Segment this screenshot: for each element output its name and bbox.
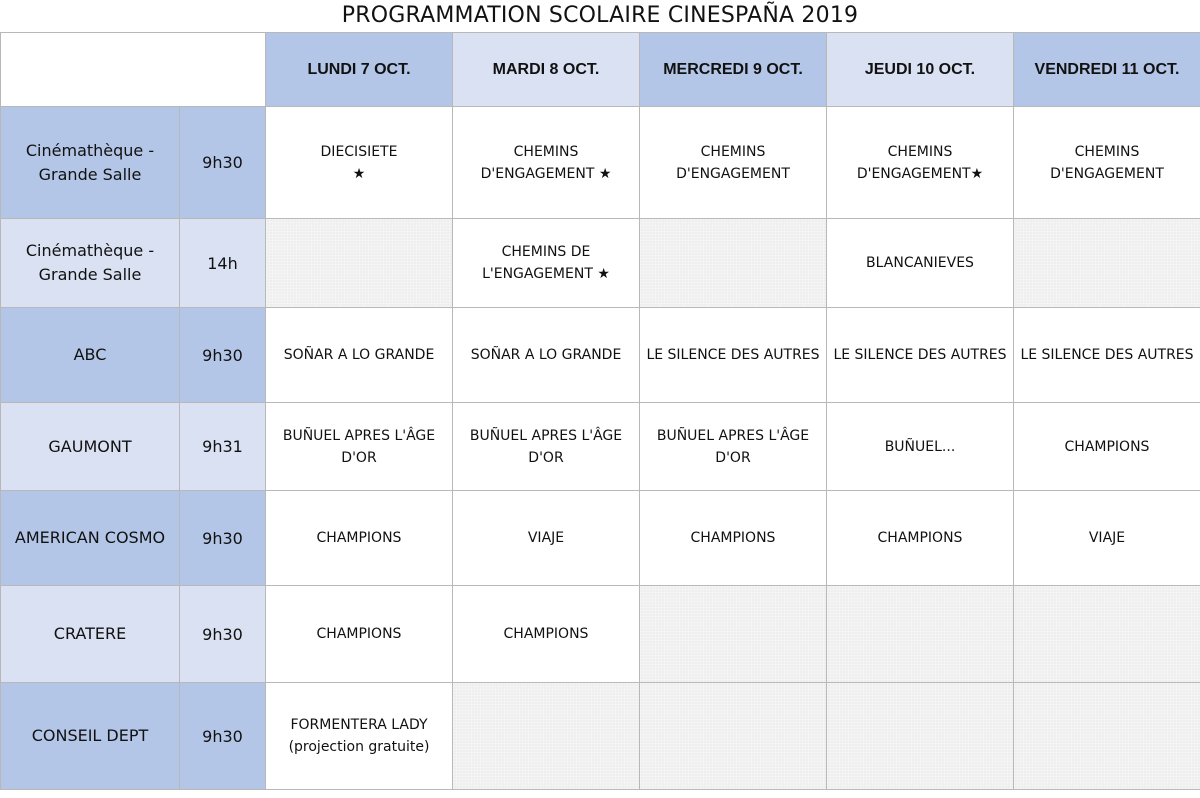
film-cell [1014, 107, 1200, 219]
film-cell [640, 403, 827, 491]
film-title: (projection gratuite) [288, 739, 430, 755]
venue-name: Grande Salle [38, 164, 142, 184]
film-cell [266, 308, 453, 403]
film-cell [827, 403, 1014, 491]
film-title: CHAMPIONS [690, 530, 776, 546]
empty-slot-cell [1014, 683, 1200, 790]
day-header-wednesday: MERCREDI 9 OCT. [640, 33, 827, 107]
film-title: CHAMPIONS [503, 626, 589, 642]
film-cell [266, 403, 453, 491]
film-cell [640, 107, 827, 219]
film-title: VIAJE [1088, 530, 1126, 546]
venue-cell [1, 107, 180, 219]
film-title: CHEMINS DE [501, 244, 591, 260]
film-title: D'ENGAGEMENT [676, 165, 790, 182]
film-title: L'ENGAGEMENT ★ [482, 266, 610, 282]
venue-name: AMERICAN COSMO [14, 528, 166, 547]
table-row [1, 219, 1200, 308]
schedule-table [0, 32, 1200, 790]
table-row [1, 586, 1200, 683]
venue-name: Cinémathèque - [25, 140, 155, 160]
time-cell: 9h31 [180, 403, 266, 491]
film-title: CHEMINS [513, 143, 579, 160]
film-title: D'ENGAGEMENT ★ [480, 165, 612, 182]
film-cell [453, 308, 640, 403]
venue-cell [1, 219, 180, 308]
film-title: SOÑAR A LO GRANDE [470, 347, 622, 363]
film-cell [453, 219, 640, 308]
table-row [1, 683, 1200, 790]
film-cell [827, 107, 1014, 219]
film-title: D'OR [528, 449, 564, 466]
film-title: VIAJE [527, 530, 565, 546]
venue-name: Grande Salle [38, 265, 142, 284]
film-title: CHAMPIONS [1064, 438, 1150, 455]
film-cell [640, 308, 827, 403]
venue-cell [1, 683, 180, 790]
day-header-tuesday: MARDI 8 OCT. [453, 33, 640, 107]
film-title: ★ [352, 165, 366, 182]
venue-name: CRATERE [53, 624, 127, 643]
film-cell [827, 491, 1014, 586]
venue-cell [1, 308, 180, 403]
venue-name: Cinémathèque - [25, 241, 155, 260]
day-header-thursday: JEUDI 10 OCT. [827, 33, 1014, 107]
film-title: D'ENGAGEMENT [1050, 165, 1164, 182]
table-row [1, 491, 1200, 586]
table-row [1, 107, 1200, 219]
film-title: LE SILENCE DES AUTRES [646, 347, 820, 363]
table-row [1, 308, 1200, 403]
time-cell: 14h [180, 219, 266, 308]
film-title: BUÑUEL APRES L'ÂGE [469, 427, 623, 444]
film-cell [266, 683, 453, 790]
film-title: CHEMINS [1074, 143, 1140, 160]
film-cell [266, 586, 453, 683]
film-cell [1014, 403, 1200, 491]
film-title: D'OR [715, 449, 751, 466]
time-cell: 9h30 [180, 107, 266, 219]
empty-slot-cell [266, 219, 453, 308]
time-cell: 9h30 [180, 491, 266, 586]
film-title: CHEMINS [700, 143, 766, 160]
empty-slot-cell [453, 683, 640, 790]
film-cell [266, 491, 453, 586]
film-cell [453, 403, 640, 491]
film-cell [640, 491, 827, 586]
film-cell [453, 107, 640, 219]
film-cell [266, 107, 453, 219]
time-cell: 9h30 [180, 586, 266, 683]
empty-slot-cell [1014, 219, 1200, 308]
film-title: D'OR [341, 449, 377, 466]
header-row [1, 33, 1200, 107]
venue-cell [1, 403, 180, 491]
day-header-monday: LUNDI 7 OCT. [266, 33, 453, 107]
film-cell [453, 491, 640, 586]
film-title: DIECISIETE [320, 143, 398, 160]
film-title: D'ENGAGEMENT★ [856, 165, 984, 182]
film-cell [827, 219, 1014, 308]
film-cell [827, 308, 1014, 403]
film-title: CHAMPIONS [316, 530, 402, 546]
film-cell [1014, 491, 1200, 586]
empty-slot-cell [827, 683, 1014, 790]
venue-cell [1, 491, 180, 586]
page-title: PROGRAMMATION SCOLAIRE CINESPAÑA 2019 [341, 3, 859, 28]
venue-cell [1, 586, 180, 683]
table-body [1, 107, 1200, 790]
empty-slot-cell [640, 219, 827, 308]
film-title: BUÑUEL... [884, 438, 956, 455]
film-title: BLANCANIEVES [866, 255, 974, 271]
time-cell: 9h30 [180, 308, 266, 403]
empty-slot-cell [1014, 586, 1200, 683]
film-cell [1014, 308, 1200, 403]
film-title: LE SILENCE DES AUTRES [833, 347, 1007, 363]
film-title: CHEMINS [887, 143, 953, 160]
film-title: CHAMPIONS [316, 626, 402, 642]
empty-slot-cell [640, 586, 827, 683]
venue-name: CONSEIL DEPT [31, 726, 149, 745]
film-title: SOÑAR A LO GRANDE [283, 347, 435, 363]
empty-slot-cell [827, 586, 1014, 683]
time-cell: 9h30 [180, 683, 266, 790]
film-cell [453, 586, 640, 683]
venue-name: GAUMONT [48, 436, 132, 456]
day-header-friday: VENDREDI 11 OCT. [1014, 33, 1200, 107]
header-corner [1, 33, 266, 107]
table-row [1, 403, 1200, 491]
film-title: BUÑUEL APRES L'ÂGE [656, 427, 810, 444]
venue-name: ABC [73, 345, 107, 364]
film-title: LE SILENCE DES AUTRES [1020, 347, 1194, 363]
film-title: BUÑUEL APRES L'ÂGE [282, 427, 436, 444]
film-title: CHAMPIONS [877, 530, 963, 546]
film-title: FORMENTERA LADY [290, 717, 428, 733]
table-header [1, 33, 1200, 107]
empty-slot-cell [640, 683, 827, 790]
